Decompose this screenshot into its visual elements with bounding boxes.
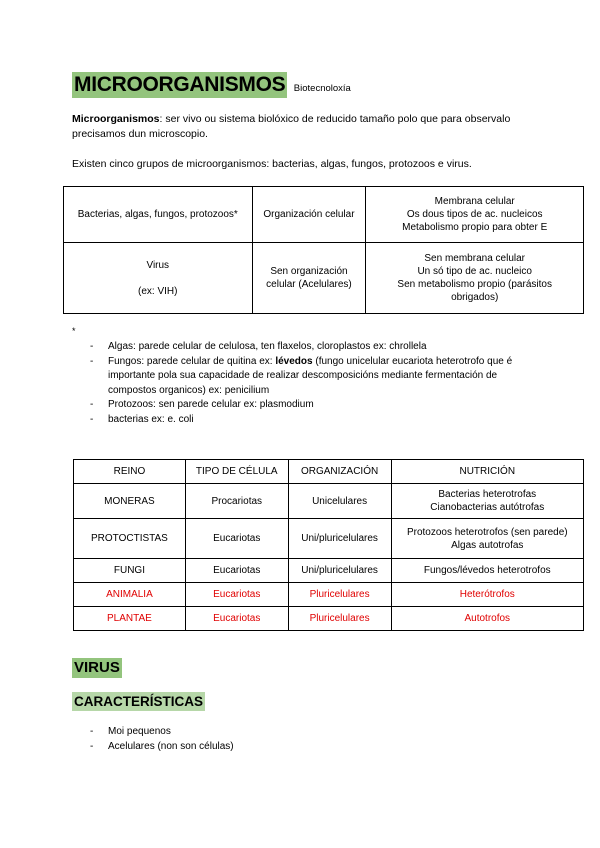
list-item: - Moi pequenos [72,725,548,740]
footnote-marker: * [72,326,76,336]
table-cell: Bacterias, algas, fungos, protozoos* [64,187,253,243]
list-item-text: Fungos: parede celular de quitina ex: [108,355,276,367]
page-title: MICROORGANISMOS [74,73,286,96]
page-subtitle: Biotecnoloxía [293,83,351,94]
column-header: NUTRICIÓN [391,460,583,484]
reino-cell: ANIMALIA [74,583,186,607]
list-item: - Algas: parede celular de celulosa, ten flaxelos, cloroplastos ex: chrollela [72,340,548,355]
feature-line: Sen metabolismo propio (parásitos obrigados) [397,279,552,303]
list-item [72,355,548,399]
virus-example: (ex: VIH) [138,285,178,297]
nutricion-line: Algas autotrofas [451,539,524,551]
org-cell: Uni/pluricelulares [288,519,391,559]
tipo-cell: Eucariotas [185,583,288,607]
table-cell [366,243,584,314]
nutricion-cell: Fungos/lévedos heterotrofos [391,559,583,583]
footnote-list [72,340,548,427]
tipo-cell: Eucariotas [185,607,288,631]
table-row [74,607,584,631]
title-row [72,72,351,98]
org-cell: Unicelulares [288,484,391,519]
feature-line: Membrana celular [434,196,515,207]
nutricion-cell [391,519,583,559]
table-row [64,243,584,314]
reino-cell: PLANTAE [74,607,186,631]
nutricion-cell [391,484,583,519]
list-item: - Acelulares (non son células) [72,740,548,755]
section-heading-virus: VIRUS [74,659,120,676]
nutricion-line: Bacterias heterotrofas [438,489,537,500]
list-item: - bacterias ex: e. coli [72,413,548,428]
nutricion-line: Cianobacterias autótrofas [430,502,545,513]
definition-paragraph [72,112,542,142]
groups-paragraph: Existen cinco grupos de microorganismos: bacterias, algas, fungos, protozoos e virus. [72,158,472,170]
list-item: - Protozoos: sen parede celular ex: plasmodium [72,398,548,413]
table-header-row [74,460,584,484]
table-cell: Organización celular [252,187,366,243]
list-item-bold: lévedos [275,355,313,367]
table-cell: Sen organización celular (Acelulares) [252,243,366,314]
feature-line: Metabolismo propio para obter E [402,222,548,233]
org-cell: Pluricelulares [288,583,391,607]
tipo-cell: Eucariotas [185,559,288,583]
table-cell [366,187,584,243]
nutricion-line: Protozoos heterotrofos (sen parede) [406,526,568,538]
tipo-cell: Procariotas [185,484,288,519]
organization-table [63,186,584,314]
kingdoms-table [73,459,584,631]
column-header: REINO [74,460,186,484]
nutricion-cell: Autotrofos [391,607,583,631]
table-row [74,583,584,607]
org-cell: Uni/pluricelulares [288,559,391,583]
table-row [74,484,584,519]
table-row [74,519,584,559]
reino-cell: FUNGI [74,559,186,583]
reino-cell: MONERAS [74,484,186,519]
tipo-cell: Eucariotas [185,519,288,559]
reino-cell: PROTOCTISTAS [74,519,186,559]
table-row [64,187,584,243]
definition-term: Microorganismos [72,113,160,125]
org-cell: Pluricelulares [288,607,391,631]
virus-label: Virus [146,259,170,271]
feature-line: Un só tipo de ac. nucleico [417,266,532,277]
subsection-heading-caracteristicas: CARACTERÍSTICAS [74,694,204,709]
virus-characteristics-list [72,725,548,754]
table-cell [64,243,253,314]
definition-text: : ser vivo ou sistema biolóxico de reducido tamaño polo que para observalo precisamos dun microscopio. [72,113,511,140]
feature-line: Os dous tipos de ac. nucleicos [406,209,543,220]
list-item-text: (fungo unicelular eucariota heterotrofo que é importante pola sua capacidade de realizar descomposicións mediante fermentación de compostos organicos) ex: penicilium [108,355,513,396]
column-header: ORGANIZACIÓN [288,460,391,484]
column-header: TIPO DE CÉLULA [185,460,288,484]
table-row [74,559,584,583]
nutricion-cell: Heterótrofos [391,583,583,607]
feature-line: Sen membrana celular [424,253,525,264]
